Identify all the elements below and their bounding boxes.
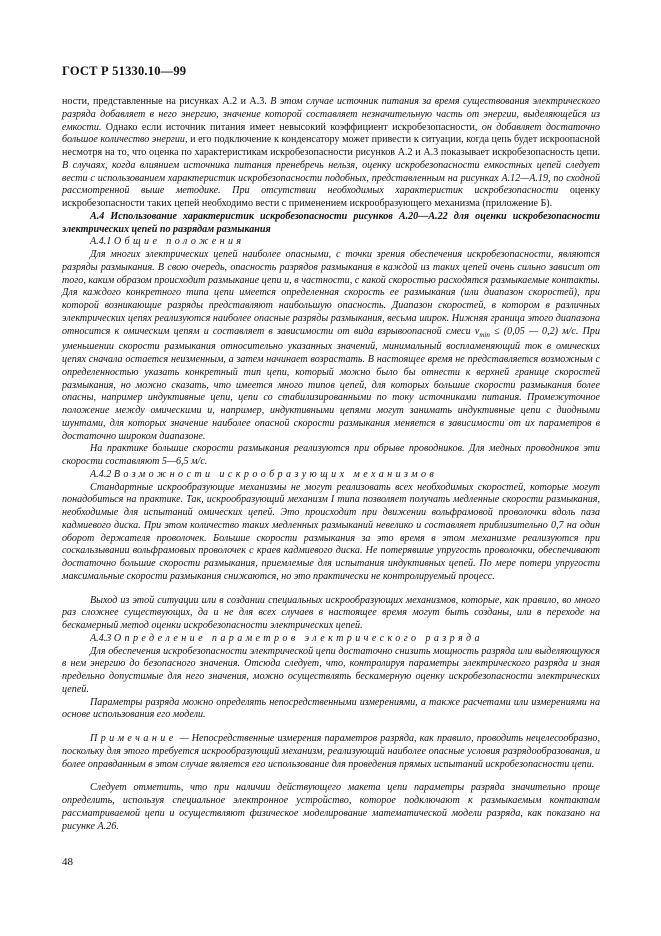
document-body: [62, 96, 600, 833]
paragraph-a42-solution: Выход из этой ситуации или в создании специальных искрообразующих механизмов, которые, как правило, во много раз сложнее существующих, да и не для всех случаев в настоящее время могут быть созданы, или в переходе на бескамерный метод оценки искробезопасности электрических цепей.: [62, 594, 600, 632]
paragraph-a42-mechanisms: Стандартные искрообразующие механизмы не могут реализовать всех необходимых скоростей, которые могут понадобиться на практике. Так, искрообразующий механизм I типа позволяет получать медленные скорости размыкания, необходимые для испытаний омических цепей. Это происходит при движении вольфрамовой проволочки вдоль паза кадмиевого диска. При этом количество таких медленных размыканий невелико и составляет приблизительно 0,7 на один оборот держателя проволочек. Большие скорости размыкания за это время в этом механизме реализуются при соскальзывании вольфрамовых проволочек с краев кадмиевого диска. Не потерявшие упругость проволочки, обеспечивают достаточно большие скорости размыкания, приемлемые для испытания индуктивных цепей. По мере потери упругости максимальные скорости размыкания снижаются, но это практически не контролируемый процесс.: [62, 481, 600, 582]
note-label: Примечание: [90, 733, 177, 745]
paragraph-capacitive-circuits: ности, представленные на рисунках А.2 и А.3. В этом случае источник питания за время существования электрического разряда добавляет в него энергию, значение которой составляет незначительную часть от энергии, выделяющейся из емкости. Однако если источник питания имеет невысокий коэффициент искробезопасности, он добавляет достаточно большое количество энергии, и его подключение к конденсатору может привести к ситуации, когда цепь будет искроопасной несмотря на то, что оценка по характеристикам искробезопасности рисунков А.2 и А.3 показывает искробезопасность цепи. В случаях, когда влиянием источника питания пренебречь нельзя, оценку искробезопасности емкостных цепей следует вести с использованием характеристик искробезопасности подобных, представленным на рисунках А.12—А.19, по сходной рассмотренной выше методике. При отсутствии необходимых характеристик искробезопасности оценку искробезопасности таких цепей необходимо вести с применением искрообразующего механизма (приложение Б).: [62, 96, 600, 209]
paragraph-a43-discharge-power: Для обеспечения искробезопасности электрической цепи достаточно снизить мощность разряда или выделяющуюся в нем энергию до безопасного значения. Отсюда следует, что, контролируя параметры электрического разряда и зная предельно допустимые для него значения, можно осуществлять бескамерную оценку искробезопасности электрических цепей.: [62, 645, 600, 695]
paragraph-a43-measurement: Параметры разряда можно определять непосредственными измерениями, а также расчетами или измерениями на основе использования его модели.: [62, 696, 600, 721]
section-a4-heading: А.4 Использование характеристик искробезопасности рисунков А.20—А.22 для оценки искробезопасности электрических цепей по разрядам размыкания: [62, 210, 600, 235]
paragraph-a41-breaking-speed: Для многих электрических цепей наиболее опасными, с точки зрения обеспечения искробезопасности, являются разряды размыкания. В свою очередь, опасность разрядов размыкания в каждой из таких цепей очень сильно зависит от того, каким образом происходит размыкание цепи и, в частности, с какой скоростью расходятся размыкаемые контакты. Для каждого конкретного типа цепи имеется определенная скорость ее размыкания (или диапазон скоростей), при которой возникающие разряды представляют наибольшую опасность. Диапазон скоростей, в котором в различных электрических цепях реализуются наиболее опасные разряды размыкания, весьма широк. Нижняя граница этого диапазона относится к омическим цепям и составляет в зависимости от вида взрывоопасной смеси $v_{min} \le (0,05$ — 0,2) м/с. При уменьшении скорости размыкания относительно указанных значений, минимальный воспламеняющий ток в омических цепях сначала остается неизменным, а затем начинает возрастать. В настоящее время не представляется возможным с определенностью указать конкретный тип цепи, который можно было бы отнести к верхней границе скоростей размыкания, но можно сказать, что имеется много типов цепей, для которых большие скорости размыкания более опасны, например индуктивные цепи, цепи со стабилизированными по току источниками питания. Промежуточное положение между омическими и, например, индуктивными цепями могут занимать индуктивные цепи с диодными шунтами, для которых значение наиболее опасной скорости размыкания меняется в зависимости от их параметров в достаточно широком диапазоне.: [62, 249, 600, 442]
section-a43-heading: А.4.3 Определение параметров электрического разряда: [90, 632, 483, 644]
document-header: ГОСТ Р 51330.10—99: [62, 64, 187, 78]
section-a41-heading: А.4.1 Общие положения: [90, 236, 245, 248]
paragraph-a41-conductor-break: На практике большие скорости размыкания реализуются при обрыве проводников. Для медных проводников эти скорости составляют 5—6,5 м/с.: [62, 443, 600, 468]
page-number: 48: [62, 856, 73, 868]
section-a42-heading: А.4.2 Возможности искрообразующих механизмов: [90, 468, 438, 480]
paragraph-electronic-device: Следует отметить, что при наличии действующего макета цепи параметры разряда значительно проще определить, используя специальное электронное устройство, которое подключают к размыкаемым контактам рассматриваемой цепи и осуществляют физическое моделирование математической модели разряда, как показано на рисунке А.26.: [62, 782, 600, 832]
note-block: Примечание — Непосредственные измерения параметров разряда, как правило, проводить нецелесообразно, поскольку для этого требуется искрообразующий механизм, реализующий наиболее опасные условия разрядообразования, и более оправданным в этом случае является его использование для проведения прямых испытаний искробезопасности цепи.: [62, 733, 600, 770]
